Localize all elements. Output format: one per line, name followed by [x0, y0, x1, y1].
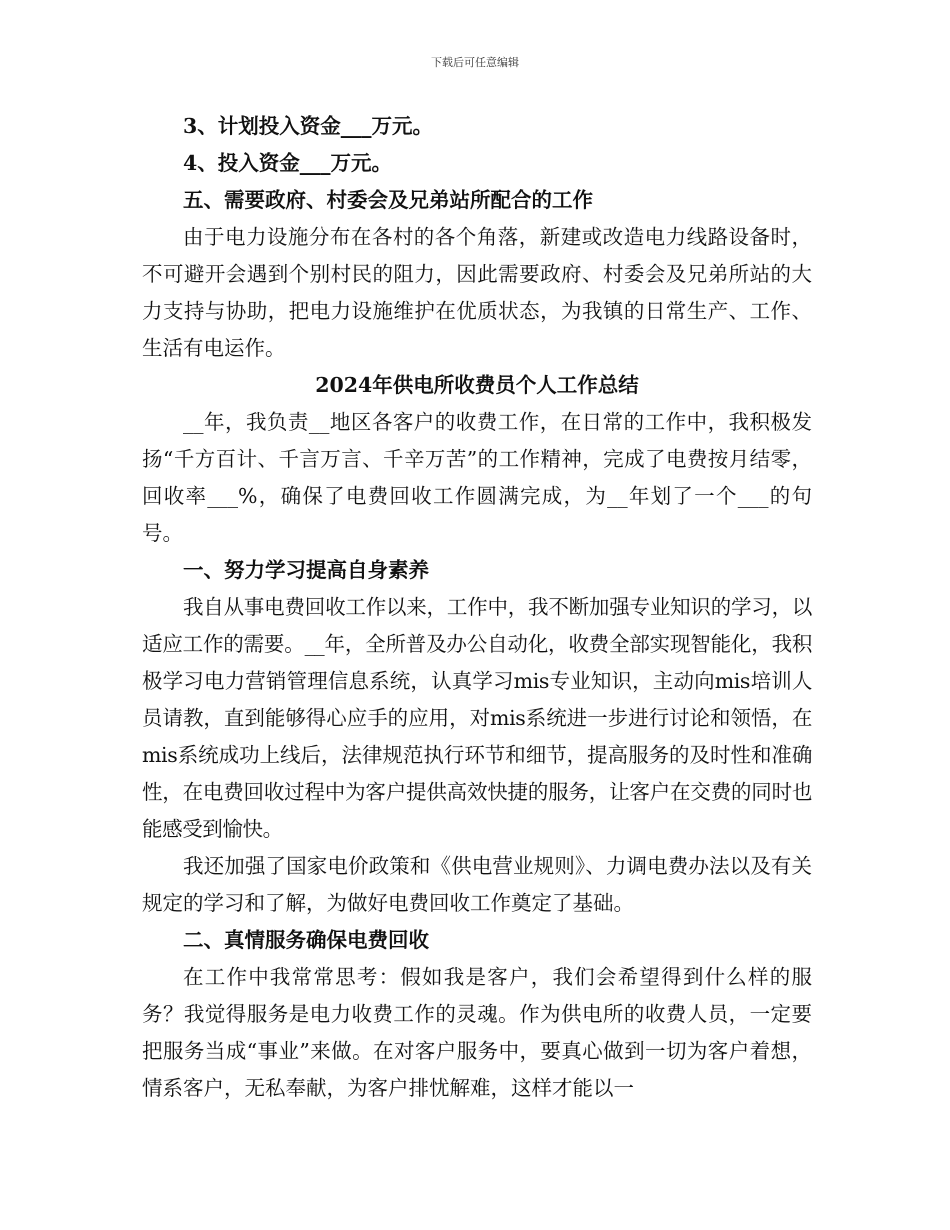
section-heading-service: 二、真情服务确保电费回收	[183, 928, 429, 952]
section-heading-cooperation: 五、需要政府、村委会及兄弟站所配合的工作	[183, 188, 593, 212]
document-title: 2024年供电所收费员个人工作总结	[315, 373, 639, 397]
section-heading-study: 一、努力学习提高自身素养	[183, 558, 429, 582]
paragraph-intro: __年，我负责__地区各客户的收费工作，在日常的工作中，我积极发扬“千方百计、千言万言、千辛万苦”的工作精神，完成了电费按月结零，回收率___%，确保了电费回收工作圆满完成，为__年划了一个___的句号。	[142, 410, 812, 545]
invested-funding-item: 4、投入资金___万元。	[183, 151, 393, 175]
plan-funding-item: 3、计划投入资金___万元。	[183, 114, 434, 138]
paragraph-service: 在工作中我常常思考：假如我是客户，我们会希望得到什么样的服务？我觉得服务是电力收费工作的灵魂。作为供电所的收费人员，一定要把服务当成“事业”来做。在对客户服务中，要真心做到一切为客户着想，情系客户，无私奉献，为客户排忧解难，这样才能以一	[142, 965, 812, 1100]
page-header: 下载后可任意编辑	[431, 56, 519, 69]
paragraph-study: 我自从事电费回收工作以来，工作中，我不断加强专业知识的学习，以适应工作的需要。__年，全所普及办公自动化，收费全部实现智能化，我积极学习电力营销管理信息系统，认真学习mis专业知识，主动向mis培训人员请教，直到能够得心应手的应用，对mis系统进一步进行讨论和领悟，在mis系统成功上线后，法律规范执行环节和细节，提高服务的及时性和准确性，在电费回收过程中为客户提供高效快捷的服务，让客户在交费的同时也能感受到愉快。	[142, 595, 812, 841]
document-body	[142, 108, 812, 1107]
paragraph-policy: 我还加强了国家电价政策和《供电营业规则》、力调电费办法以及有关规定的学习和了解，为做好电费回收工作奠定了基础。	[142, 854, 812, 915]
paragraph-cooperation: 由于电力设施分布在各村的各个角落，新建或改造电力线路设备时，不可避开会遇到个别村民的阻力，因此需要政府、村委会及兄弟所站的大力支持与协助，把电力设施维护在优质状态，为我镇的日常生产、工作、生活有电运作。	[142, 225, 812, 360]
